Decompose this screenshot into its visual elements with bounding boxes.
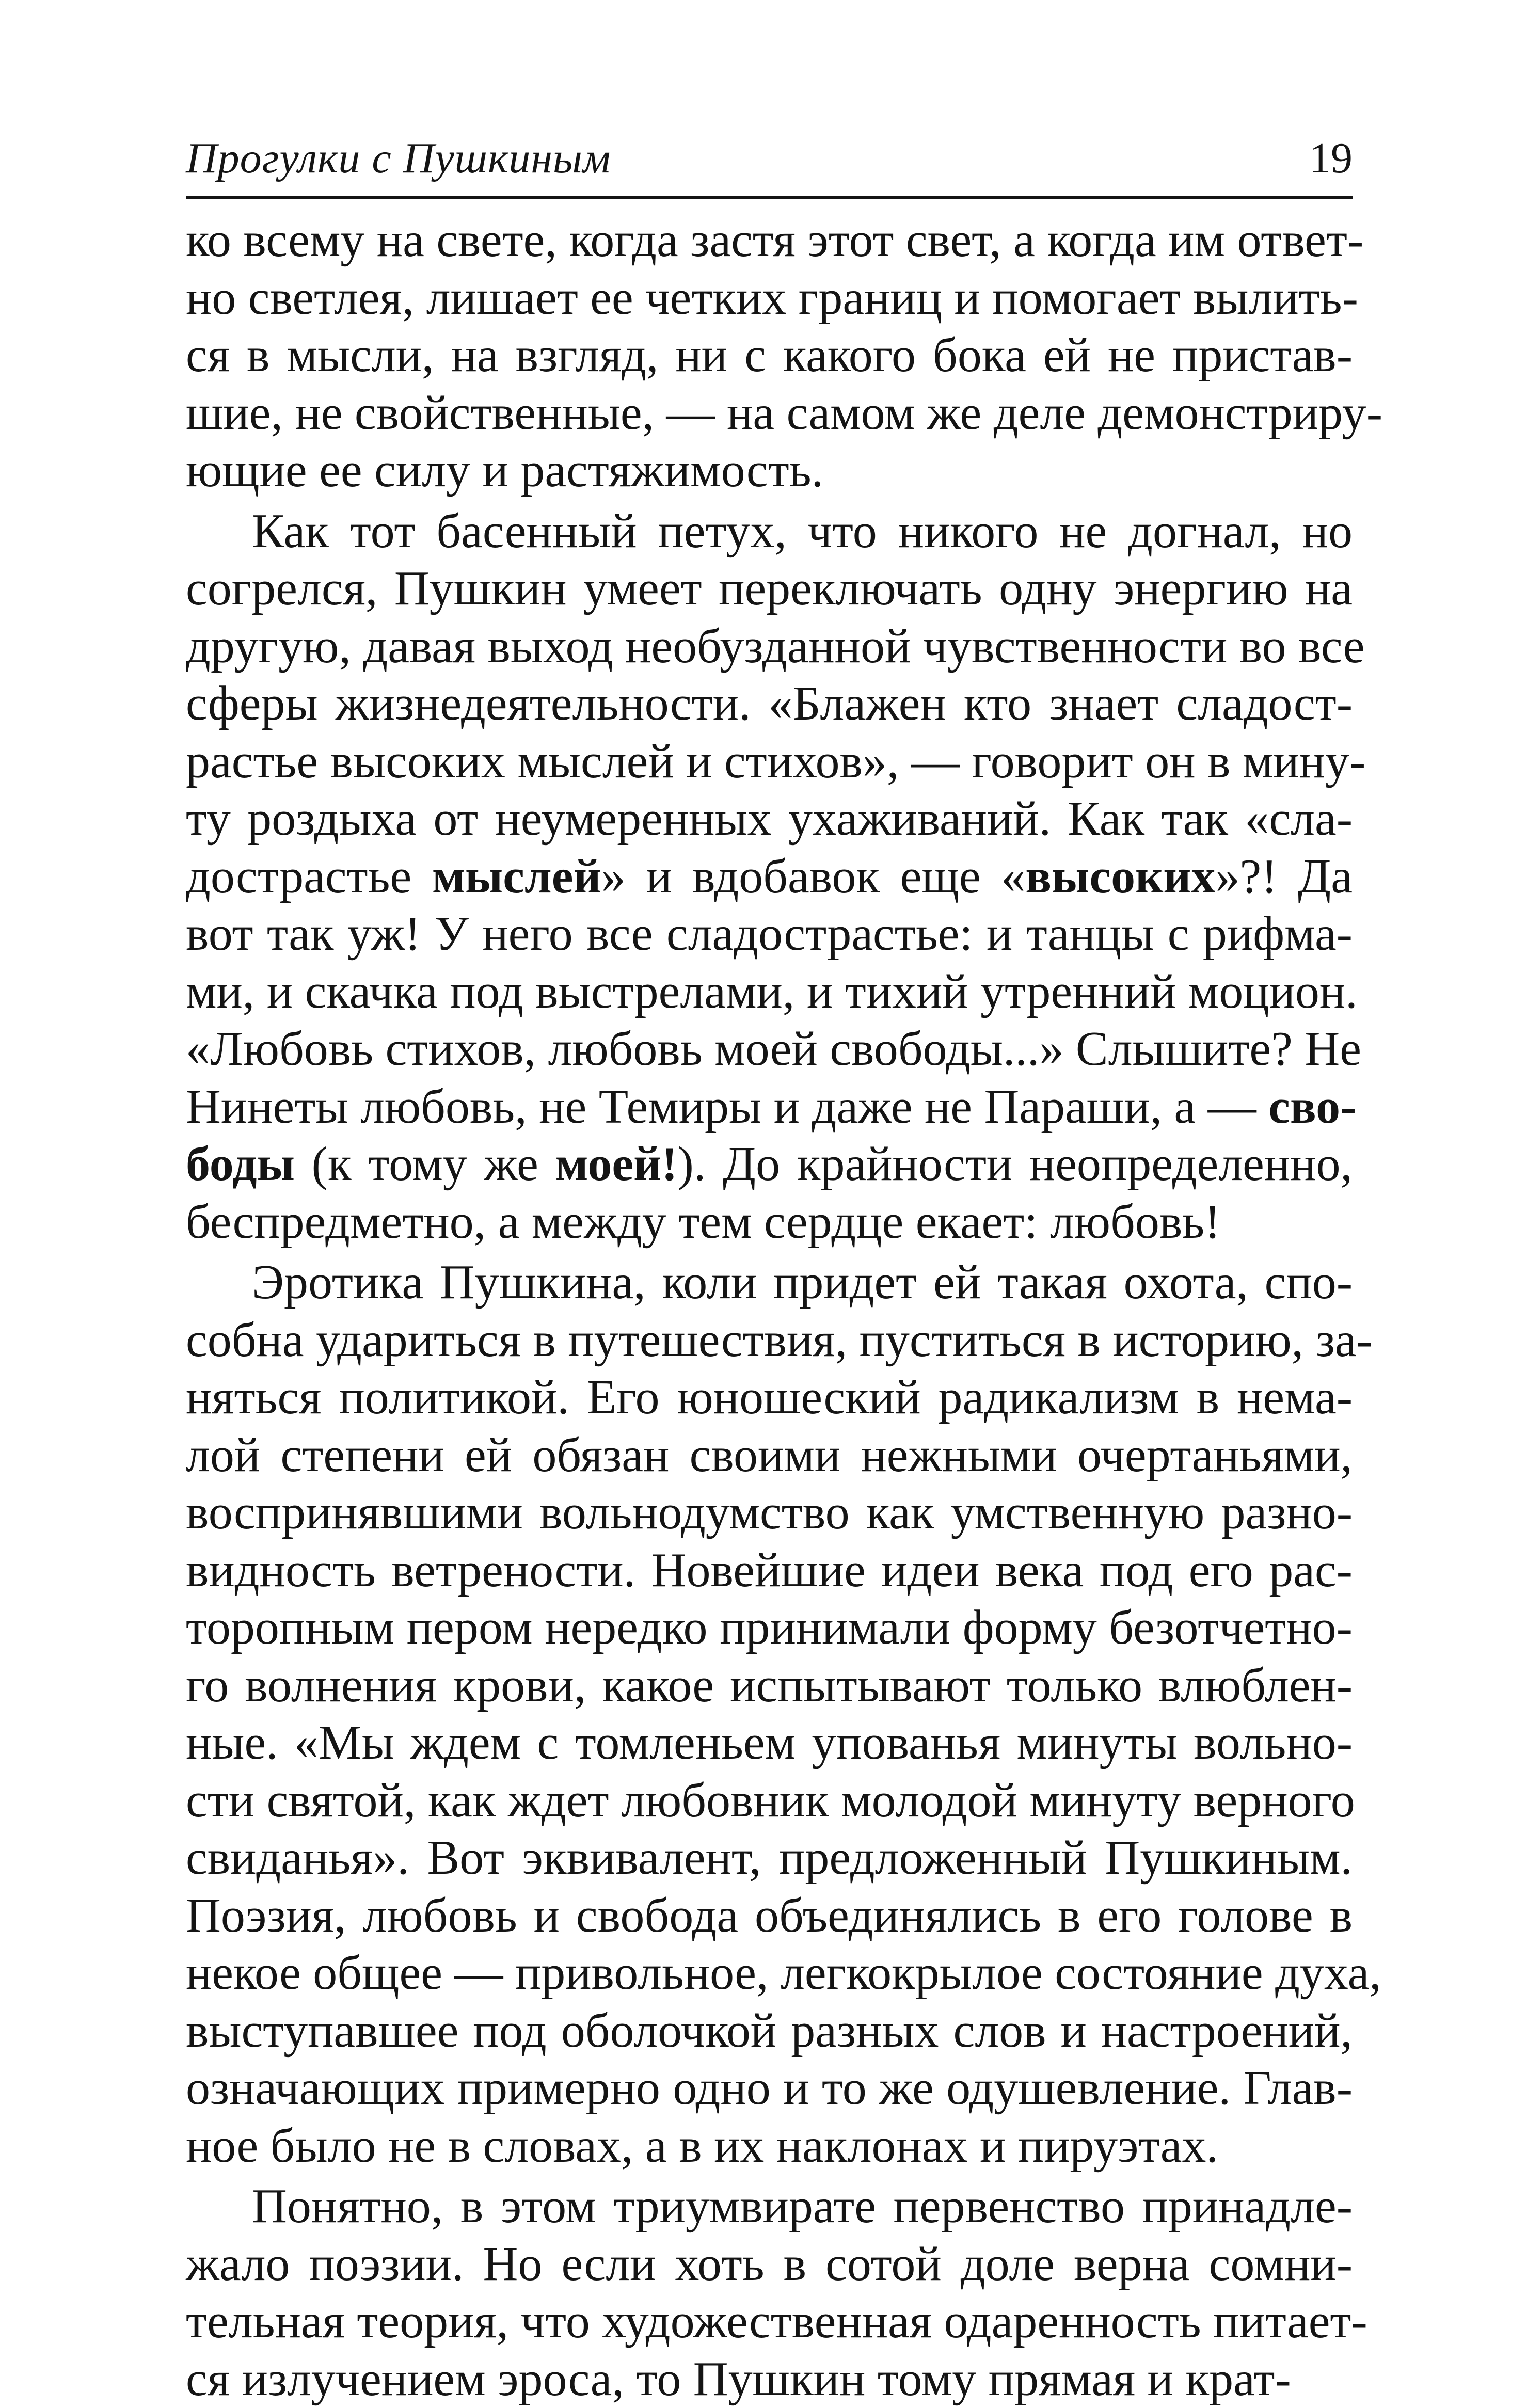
text-run: Понятно, в этом триумвирате первенство принадле-: [252, 2179, 1353, 2233]
page-header: [186, 129, 1353, 199]
text-line: [186, 905, 1353, 963]
text-line: [186, 2002, 1353, 2060]
text-line: [186, 2117, 1353, 2175]
text-run: «Любовь стихов, любовь моей свободы...» Слышите? Не: [186, 1022, 1361, 1076]
text-line: [186, 1254, 1353, 1312]
text-run: ту роздыха от неумеренных ухаживаний. Как так «сла-: [186, 792, 1353, 846]
book-page: [186, 129, 1353, 2408]
text-line: [186, 327, 1353, 385]
text-run: Как тот басенный петух, что никого не догнал, но: [252, 504, 1353, 558]
page-number: 19: [1309, 133, 1353, 183]
text-line: [186, 269, 1353, 327]
text-run: означающих примерно одно и то же одушевление. Глав-: [186, 2061, 1353, 2115]
text-run: ми, и скачка под выстрелами, и тихий утренний моцион.: [186, 965, 1358, 1018]
text-line: [186, 1427, 1353, 1485]
text-line: [186, 1484, 1353, 1542]
text-line: [186, 1369, 1353, 1427]
text-line: [186, 385, 1353, 442]
text-line: [186, 1193, 1353, 1251]
text-run: сти святой, как ждет любовник молодой минуту верного: [186, 1774, 1355, 1827]
text-line: [186, 1078, 1353, 1136]
body-text: [186, 212, 1353, 2408]
text-run: растье высоких мыслей и стихов», — говорит он в мину-: [186, 735, 1365, 788]
text-line: [186, 442, 1353, 500]
text-line: [186, 1542, 1353, 1600]
text-run: видность ветрености. Новейшие идеи века под его рас-: [186, 1543, 1353, 1597]
text-run: ющие ее силу и растяжимость.: [186, 443, 823, 497]
text-line: [186, 1657, 1353, 1715]
text-line: [186, 1714, 1353, 1772]
text-line: [186, 963, 1353, 1021]
paragraph: [186, 2178, 1353, 2408]
text-run: го волнения крови, какое испытывают только влюблен-: [186, 1659, 1353, 1712]
text-run: вот так уж! У него все сладострастье: и танцы с рифма-: [186, 907, 1353, 961]
text-run: но светлея, лишает ее четких границ и помогает вылить-: [186, 271, 1358, 325]
text-run: ные. «Мы ждем с томленьем упованья минуты вольно-: [186, 1716, 1353, 1769]
text-line: [186, 503, 1353, 561]
text-run: жало поэзии. Но если хоть в сотой доле верна сомни-: [186, 2237, 1353, 2291]
text-run: ся в мысли, на взгляд, ни с какого бока ей не пристав-: [186, 328, 1353, 382]
text-run: ко всему на свете, когда застя этот свет, а когда им ответ-: [186, 213, 1363, 267]
text-run: лой степени ей обязан своими нежными очертаньями,: [186, 1428, 1353, 1482]
text-run: шие, не свойственные, — на самом же деле демонстриру-: [186, 386, 1382, 440]
text-line: [186, 618, 1353, 676]
text-line: [186, 2060, 1353, 2117]
text-run: другую, давая выход необузданной чувственности во все: [186, 619, 1364, 673]
text-line: [186, 1772, 1353, 1830]
text-line: [186, 675, 1353, 733]
text-line: [186, 1887, 1353, 1945]
text-run: ное было не в словах, а в их наклонах и пируэтах.: [186, 2119, 1218, 2173]
text-line: [186, 2178, 1353, 2236]
text-run: Эротика Пушкина, коли придет ей такая охота, спо-: [252, 1255, 1353, 1309]
text-run: воспринявшими вольнодумство как умственную разно-: [186, 1486, 1353, 1539]
text-run: дострастье: [186, 850, 432, 903]
text-line: [186, 1020, 1353, 1078]
emphasized-text: сво-: [1268, 1080, 1356, 1134]
text-line: [186, 1944, 1353, 2002]
paragraph: [186, 1254, 1353, 2175]
text-line: [186, 2293, 1353, 2351]
emphasized-text: мыслей: [432, 850, 601, 903]
emphasized-text: моей!: [555, 1137, 678, 1191]
text-run: некое общее — привольное, легкокрылое состояние духа,: [186, 1946, 1381, 2000]
text-line: [186, 212, 1353, 269]
text-run: няться политикой. Его юношеский радикализм в нема-: [186, 1370, 1353, 1424]
text-run: ). До крайности неопределенно,: [678, 1137, 1353, 1191]
text-run: беспредметно, а между тем сердце екает: любовь!: [186, 1195, 1220, 1249]
emphasized-text: боды: [186, 1137, 295, 1191]
text-line: [186, 1312, 1353, 1369]
text-run: (к тому же: [295, 1137, 555, 1191]
text-run: свиданья». Вот эквивалент, предложенный Пушкиным.: [186, 1831, 1353, 1885]
text-line: [186, 790, 1353, 848]
text-line: [186, 2351, 1353, 2408]
text-line: [186, 1136, 1353, 1193]
text-run: »?! Да: [1215, 850, 1353, 903]
text-run: согрелся, Пушкин умеет переключать одну энергию на: [186, 562, 1353, 615]
text-line: [186, 1599, 1353, 1657]
text-run: тельная теория, что художественная одаренность питает-: [186, 2294, 1367, 2348]
paragraph: [186, 212, 1353, 500]
text-run: » и вдобавок еще «: [601, 850, 1026, 903]
text-run: выступавшее под оболочкой разных слов и настроений,: [186, 2004, 1353, 2058]
emphasized-text: высоких: [1025, 850, 1215, 903]
text-run: ся излучением эроса, то Пушкин тому прямая и крат-: [186, 2352, 1291, 2406]
text-line: [186, 733, 1353, 791]
paragraph: [186, 503, 1353, 1251]
text-run: собна удариться в путешествия, пуститься в историю, за-: [186, 1313, 1373, 1367]
text-run: сферы жизнедеятельности. «Блажен кто знает сладост-: [186, 677, 1353, 730]
text-line: [186, 848, 1353, 906]
text-run: Поэзия, любовь и свобода объединялись в его голове в: [186, 1889, 1353, 1942]
text-line: [186, 2236, 1353, 2293]
text-line: [186, 1829, 1353, 1887]
text-line: [186, 560, 1353, 618]
text-run: Нинеты любовь, не Темиры и даже не Параши, а —: [186, 1080, 1268, 1134]
running-title: Прогулки с Пушкиным: [186, 133, 611, 183]
text-run: торопным пером нередко принимали форму безотчетно-: [186, 1601, 1353, 1654]
